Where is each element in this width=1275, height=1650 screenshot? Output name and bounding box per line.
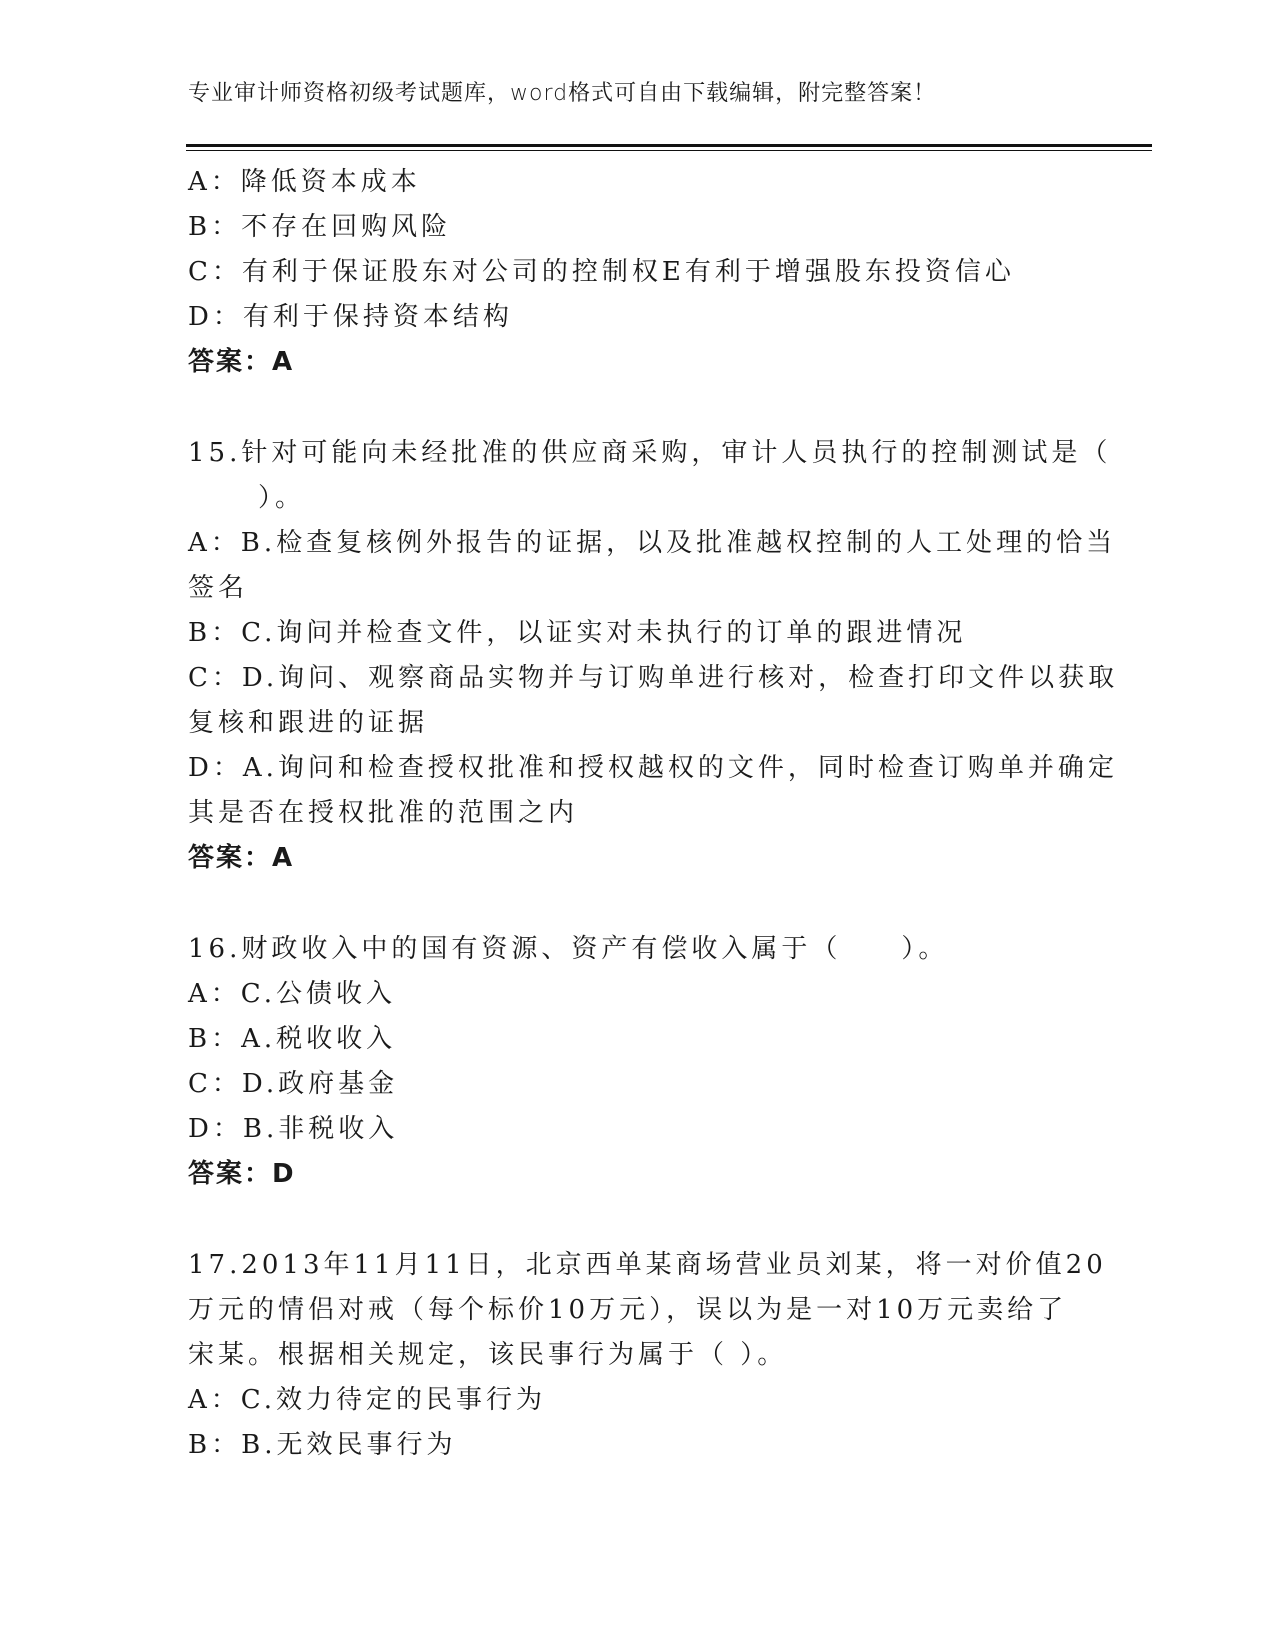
option-b: B：A.税收收入 <box>188 1024 397 1054</box>
spacer <box>188 385 1088 431</box>
option-c: C：有利于保证股东对公司的控制权E有利于增强股东投资信心 <box>188 257 1015 287</box>
question-15 <box>188 431 1119 881</box>
page-header: 专业审计师资格初级考试题库，word格式可自由下载编辑，附完整答案！ <box>188 81 937 106</box>
question-17 <box>188 1243 1107 1468</box>
option-a: A：降低资本成本 <box>188 167 421 197</box>
question-14 <box>188 160 1088 385</box>
option-a: A：C.效力待定的民事行为 <box>188 1385 547 1415</box>
option-d: D：A.询问和检查授权批准和授权越权的文件，同时检查订购单并确定 <box>188 753 1118 783</box>
answer: 答案：D <box>188 1159 296 1189</box>
header-rule-thin <box>186 150 1152 151</box>
spacer <box>188 1197 1088 1243</box>
document-body <box>188 160 1119 1468</box>
option-a: A：B.检查复核例外报告的证据，以及批准越权控制的人工处理的恰当 <box>188 528 1117 558</box>
option-c-continued: 复核和跟进的证据 <box>188 708 429 738</box>
answer: 答案：A <box>188 843 295 873</box>
option-c: C：D.政府基金 <box>188 1069 399 1099</box>
question-stem: 15.针对可能向未经批准的供应商采购，审计人员执行的控制测试是（ <box>188 438 1112 468</box>
option-b: B：C.询问并检查文件，以证实对未执行的订单的跟进情况 <box>188 618 967 648</box>
option-a: A：C.公债收入 <box>188 979 397 1009</box>
answer: 答案：A <box>188 347 295 377</box>
option-c: C：D.询问、观察商品实物并与订购单进行核对，检查打印文件以获取 <box>188 663 1119 693</box>
question-stem: 16.财政收入中的国有资源、资产有偿收入属于（ ）。 <box>188 934 949 964</box>
question-stem-continued: ）。 <box>258 483 306 513</box>
spacer <box>188 881 1088 927</box>
option-b: B：B.无效民事行为 <box>188 1430 457 1460</box>
option-a-continued: 签名 <box>188 573 249 603</box>
option-d: D：B.非税收入 <box>188 1114 399 1144</box>
question-16 <box>188 927 1088 1197</box>
header-rule-thick <box>186 144 1152 147</box>
option-d-continued: 其是否在授权批准的范围之内 <box>188 798 579 828</box>
question-stem-continued: 宋某。根据相关规定，该民事行为属于（ ）。 <box>188 1340 788 1370</box>
option-d: D：有利于保持资本结构 <box>188 302 513 332</box>
option-b: B：不存在回购风险 <box>188 212 452 242</box>
question-stem: 17.2013年11月11日，北京西单某商场营业员刘某，将一对价值20 <box>188 1250 1107 1280</box>
question-stem-continued: 万元的情侣对戒（每个标价10万元），误以为是一对10万元卖给了 <box>188 1295 1068 1325</box>
